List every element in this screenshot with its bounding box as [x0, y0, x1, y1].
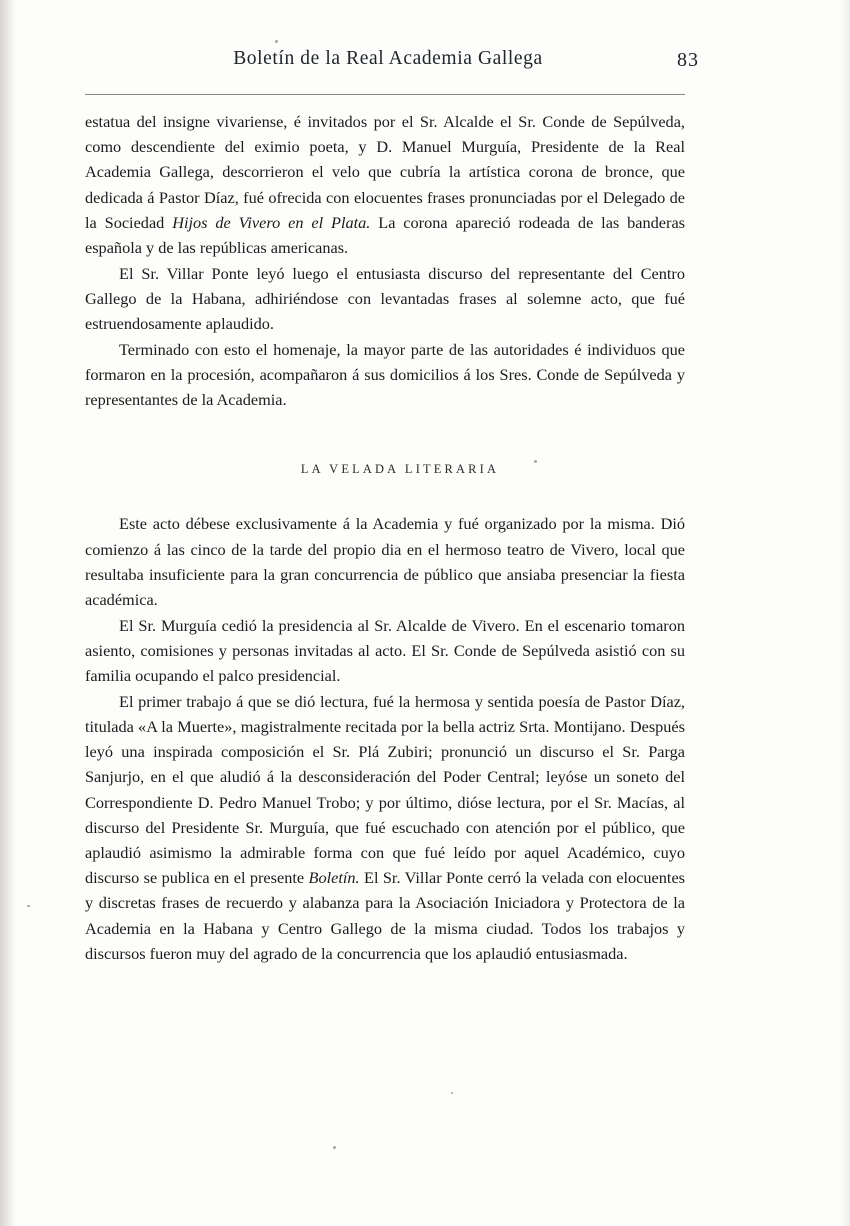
body-paragraph-2: El Sr. Murguía cedió la presidencia al Sr. Alcalde de Vivero. En el escenario tomaron asiento, comisiones y personas invitadas al acto. El Sr. Conde de Sepúlveda asistió con su familia ocupando el palco presidencial. [85, 615, 685, 686]
body-paragraph-3 [85, 689, 685, 966]
page-number: 83 [677, 49, 699, 71]
scan-speck [275, 40, 278, 43]
paragraph-1 [85, 109, 685, 260]
running-head [85, 48, 699, 88]
scan-speck [333, 1146, 336, 1149]
section-heading: LA VELADA LITERARIA [300, 462, 500, 477]
paragraph-1-italic: Hijos de Vivero en el Plata. [172, 212, 371, 232]
page-content [85, 48, 699, 967]
body-paragraph-3-text-b: El Sr. Villar Ponte cerró la velada con elocuentes y discretas frases de recuerdo y alabanza para la Asociación Iniciadora y Protectora de la Academia en la Habana y Centro Gallego de la misma ciudad. Todos los trabajos y discursos fueron muy del agrado de la concurrencia que los aplaudió entusiasmada. [85, 868, 685, 963]
paragraph-1-text-b: La corona apareció rodeada de las banderas española y de las repúblicas americanas. [85, 212, 686, 258]
paragraph-1-text-a: estatua del insigne vivariense, é invitados por el Sr. Alcalde el Sr. Conde de Sepúlveda, como descendiente del eximio poeta, y D. Manuel Murguía, Presidente de la Real Academia Gallega, descorrieron el velo que cubría la artística corona de bronce, que dedicada á Pastor Díaz, fué ofrecida con elocuentes frases pronunciadas por el Delegado de la Sociedad [85, 112, 685, 232]
body-paragraph-3-text-a: El primer trabajo á que se dió lectura, fué la hermosa y sentida poesía de Pastor Díaz, titulada «A la Muerte», magistralmente recitada por la bella actriz Srta. Montijano. Después leyó una inspirada composición el Sr. Plá Zubiri; pronunció un discurso el Sr. Parga Sanjurjo, en el que aludió á la desconsideración del Poder Central; leyóse un soneto del Correspondiente D. Pedro Manuel Trobo; y por último, dióse lectura, por el Sr. Macías, al discurso del Presidente Sr. Murguía, que fué escuchado con atención por el público, que aplaudió asimismo la admirable forma con que fué leído por aquel Académico, cuyo discurso se publica en el presente [85, 691, 685, 888]
running-head-title: Boletín de la Real Academia Gallega [233, 48, 543, 69]
scan-speck [27, 905, 30, 907]
paragraph-2: El Sr. Villar Ponte leyó luego el entusiasta discurso del representante del Centro Gallego de la Habana, adhiriéndose con levantadas frases al solemne acto, que fué estruendosamente aplaudido. [85, 263, 685, 334]
header-rule [85, 94, 685, 95]
scan-speck [451, 1092, 453, 1094]
paragraph-3: Terminado con esto el homenaje, la mayor parte de las autoridades é individuos que formaron en la procesión, acompañaron á sus domicilios á los Sres. Conde de Sepúlveda y representantes de la Academia. [85, 339, 685, 410]
body-paragraph-1: Este acto débese exclusivamente á la Academia y fué organizado por la misma. Dió comienzo á las cinco de la tarde del propio dia en el hermoso teatro de Vivero, local que resultaba insuficiente para la gran concurrencia de público que ansiaba presenciar la fiesta académica. [85, 514, 685, 610]
body-paragraph-3-italic: Boletín. [308, 868, 360, 888]
